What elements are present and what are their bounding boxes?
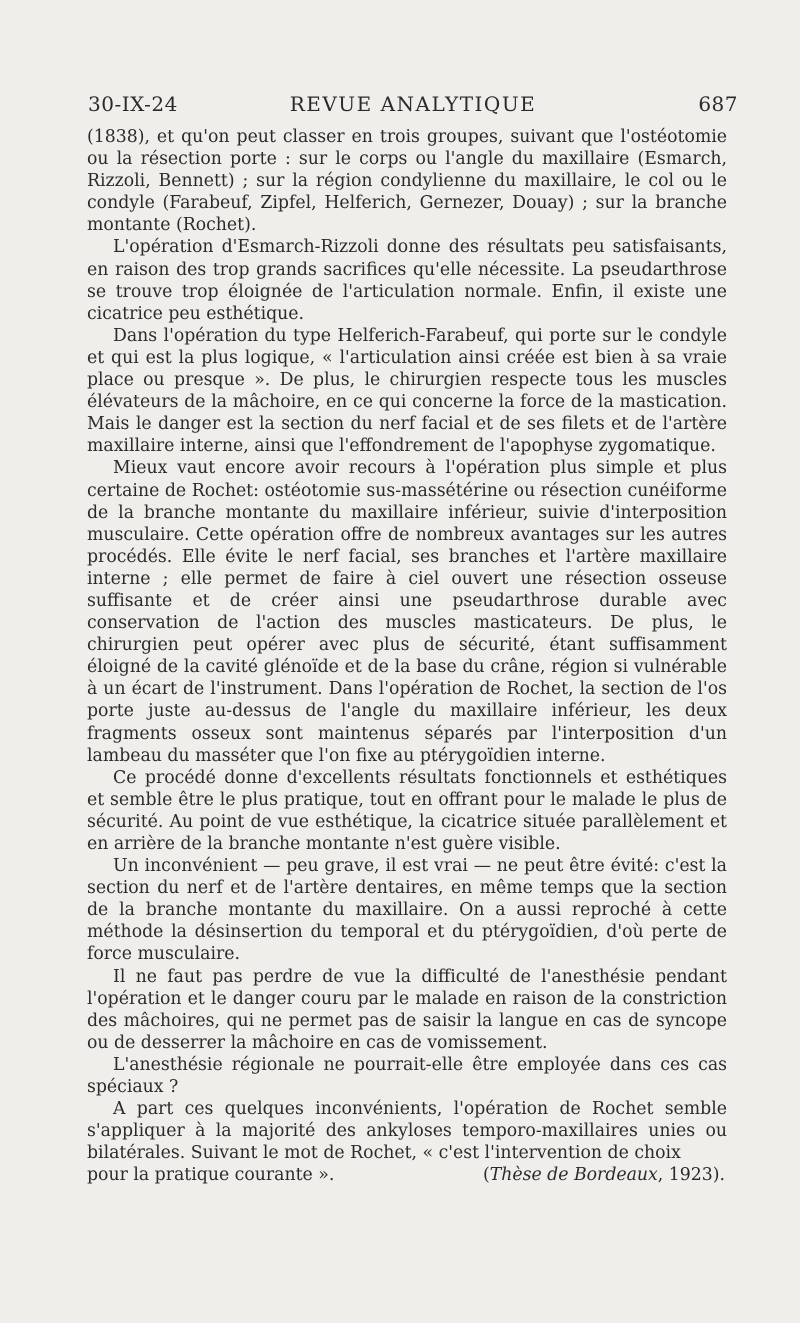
citation-open: ( xyxy=(482,1165,490,1186)
paragraph: A part ces quelques inconvénients, l'opération de Rochet semble s'appliquer à la majorité des ankyloses temporo-maxillaires unies ou bilatérales. Suivant le mot de Rochet, « c'est l'intervention de choix xyxy=(87,1099,727,1164)
running-header xyxy=(88,92,738,122)
closing-quote-end: pour la pratique courante ». xyxy=(87,1165,335,1186)
paragraph: L'opération d'Esmarch-Rizzoli donne des résultats peu satisfaisants, en raison des trop grands sacrifices qu'elle nécessite. La pseudarthrose se trouve trop éloignée de l'articulation normale. Enfin, il existe une cicatrice peu esthétique. xyxy=(87,237,727,324)
paragraph: L'anesthésie régionale ne pourrait-elle être employée dans ces cas spéciaux ? xyxy=(87,1054,727,1098)
citation xyxy=(483,1164,725,1186)
citation-year: , 1923). xyxy=(657,1165,725,1186)
paragraph: (1838), et qu'on peut classer en trois groupes, suivant que l'ostéotomie ou la résection porte : sur le corps ou l'angle du maxillaire (Esmarch, Rizzoli, Bennett) ; sur la région condylienne du maxillaire, le col ou le condyle (Farabeuf, Zipfel, Helferich, Gernezer, Douay) ; sur la branche montante (Rochet). xyxy=(87,127,727,236)
paragraph: Ce procédé donne d'excellents résultats fonctionnels et esthétiques et semble être le plus pratique, tout en offrant pour le malade le plus de sécurité. Au point de vue esthétique, la cicatrice située parallèlement et en arrière de la branche montante n'est guère visible. xyxy=(87,767,727,854)
page-number: 687 xyxy=(698,92,738,116)
closing-line xyxy=(87,1164,727,1186)
paragraph: Un inconvénient — peu grave, il est vrai — ne peut être évité: c'est la section du nerf et de l'artère dentaires, en même temps que la section de la branche montante du maxillaire. On a aussi reproché à cette méthode la désinsertion du temporal et du ptérygoïdien, d'où perte de force musculaire. xyxy=(87,856,727,965)
paragraph: Dans l'opération du type Helferich-Farabeuf, qui porte sur le condyle et qui est la plus logique, « l'articulation ainsi créée est bien à sa vraie place ou presque ». De plus, le chirurgien respecte tous les muscles élévateurs de la mâchoire, en ce qui concerne la force de la mastication. Mais le danger est la section du nerf facial et de ses filets et de l'artère maxillaire interne, ainsi que l'effondrement de l'apophyse zygomatique. xyxy=(87,325,727,457)
citation-title: Thèse de Bordeaux xyxy=(489,1165,658,1186)
paragraph: Il ne faut pas perdre de vue la difficulté de l'anesthésie pendant l'opération et le danger couru par le malade en raison de la constriction des mâchoires, qui ne permet pas de saisir la langue en cas de syncope ou de desserrer la mâchoire en cas de vomissement. xyxy=(87,966,727,1053)
article-body xyxy=(87,126,727,1187)
journal-section-title: REVUE ANALYTIQUE xyxy=(289,92,537,116)
issue-date: 30-IX-24 xyxy=(88,92,178,116)
paragraph: Mieux vaut encore avoir recours à l'opération plus simple et plus certaine de Rochet: ostéotomie sus-massétérine ou résection cunéiforme de la branche montante du maxillaire inférieur, suivie d'interposition musculaire. Cette opération offre de nombreux avantages sur les autres procédés. Elle évite le nerf facial, ses branches et l'artère maxillaire interne ; elle permet de faire à ciel ouvert une résection osseuse suffisante et de créer ainsi une pseudarthrose durable avec conservation de l'action des muscles masticateurs. De plus, le chirurgien peut opérer avec plus de sécurité, étant suffisamment éloigné de la cavité glénoïde et de la base du crâne, région si vulnérable à un écart de l'instrument. Dans l'opération de Rochet, la section de l'os porte juste au-dessus de l'angle du maxillaire inférieur, les deux fragments osseux sont maintenus séparés par l'interposition d'un lambeau du masséter que l'on fixe au ptérygoïdien interne. xyxy=(87,458,727,766)
